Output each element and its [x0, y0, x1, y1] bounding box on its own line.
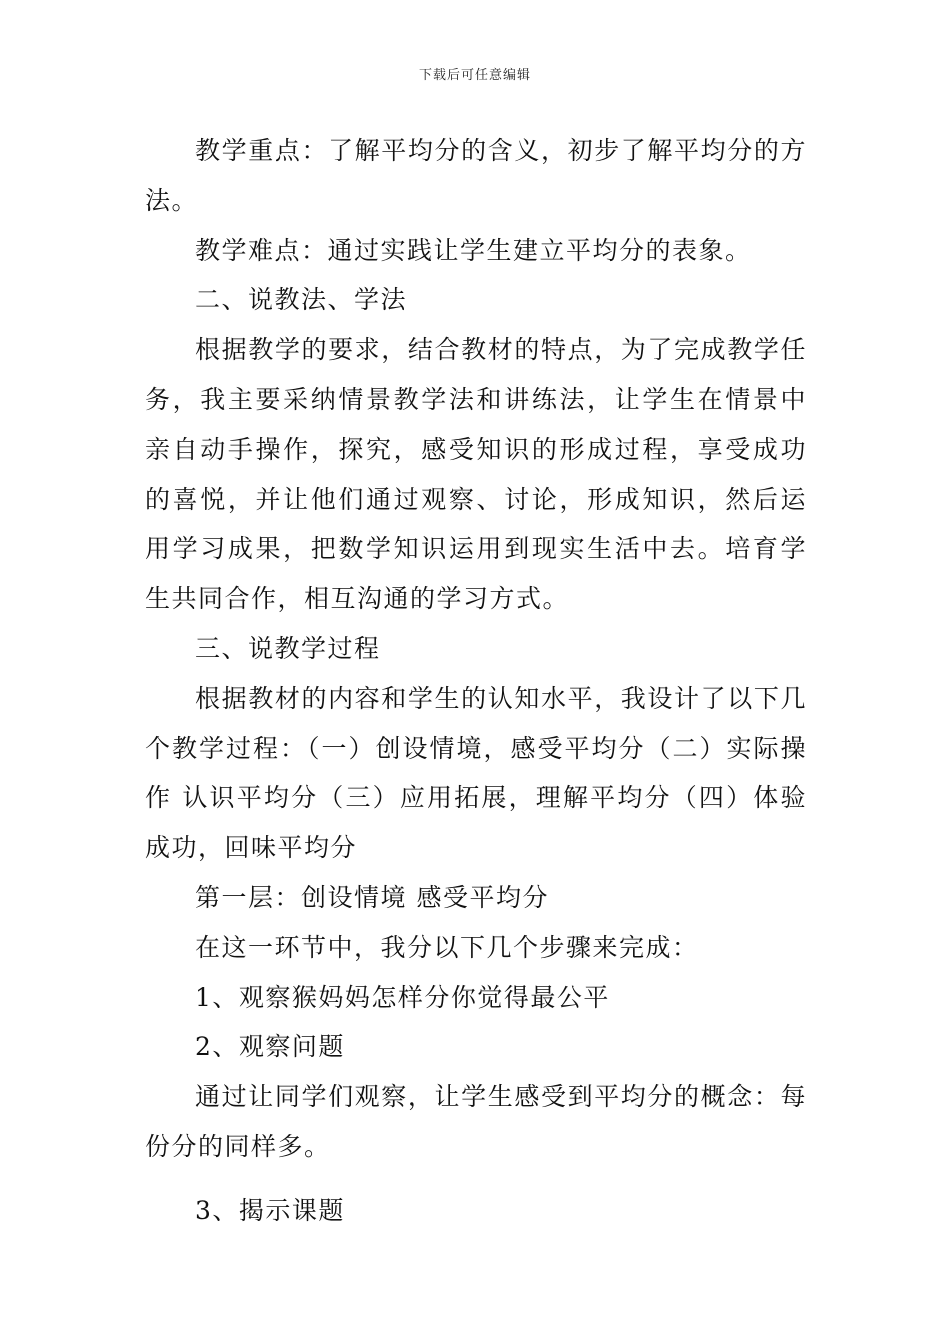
- paragraph-methods: 根据教学的要求，结合教材的特点，为了完成教学任务，我主要采纳情景教学法和讲练法，让学生在情景中亲自动手操作，探究，感受知识的形成过程，享受成功的喜悦，并让他们通过观察、讨论，形成知识，然后运用学习成果，把数学知识运用到现实生活中去。培育学生共同合作，相互沟通的学习方式。: [145, 335, 807, 614]
- list-item-step-2: 2、观察问题: [195, 1032, 345, 1062]
- section-heading-process: 三、说教学过程: [195, 633, 381, 663]
- document-body: [145, 126, 807, 1236]
- paragraph-teaching-difficulty: 教学难点：通过实践让学生建立平均分的表象。: [195, 235, 752, 265]
- section-heading-methods: 二、说教法、学法: [195, 285, 408, 315]
- subheading-first-layer: 第一层：创设情境 感受平均分: [195, 882, 549, 912]
- list-item-step-3: 3、揭示课题: [195, 1195, 345, 1225]
- list-item-step-1: 1、观察猴妈妈怎样分你觉得最公平: [195, 982, 610, 1012]
- paragraph-process: 根据教材的内容和学生的认知水平，我设计了以下几个教学过程：（一）创设情境，感受平均分（二）实际操作 认识平均分（三）应用拓展，理解平均分（四）体验成功，回味平均分: [145, 683, 807, 863]
- paragraph-teaching-focus: 教学重点：了解平均分的含义，初步了解平均分的方法。: [145, 136, 807, 215]
- page-header: 下载后可任意编辑: [418, 68, 531, 83]
- paragraph-steps-intro: 在这一环节中，我分以下几个步骤来完成：: [195, 932, 699, 962]
- paragraph-observation: 通过让同学们观察，让学生感受到平均分的概念：每份分的同样多。: [145, 1082, 807, 1161]
